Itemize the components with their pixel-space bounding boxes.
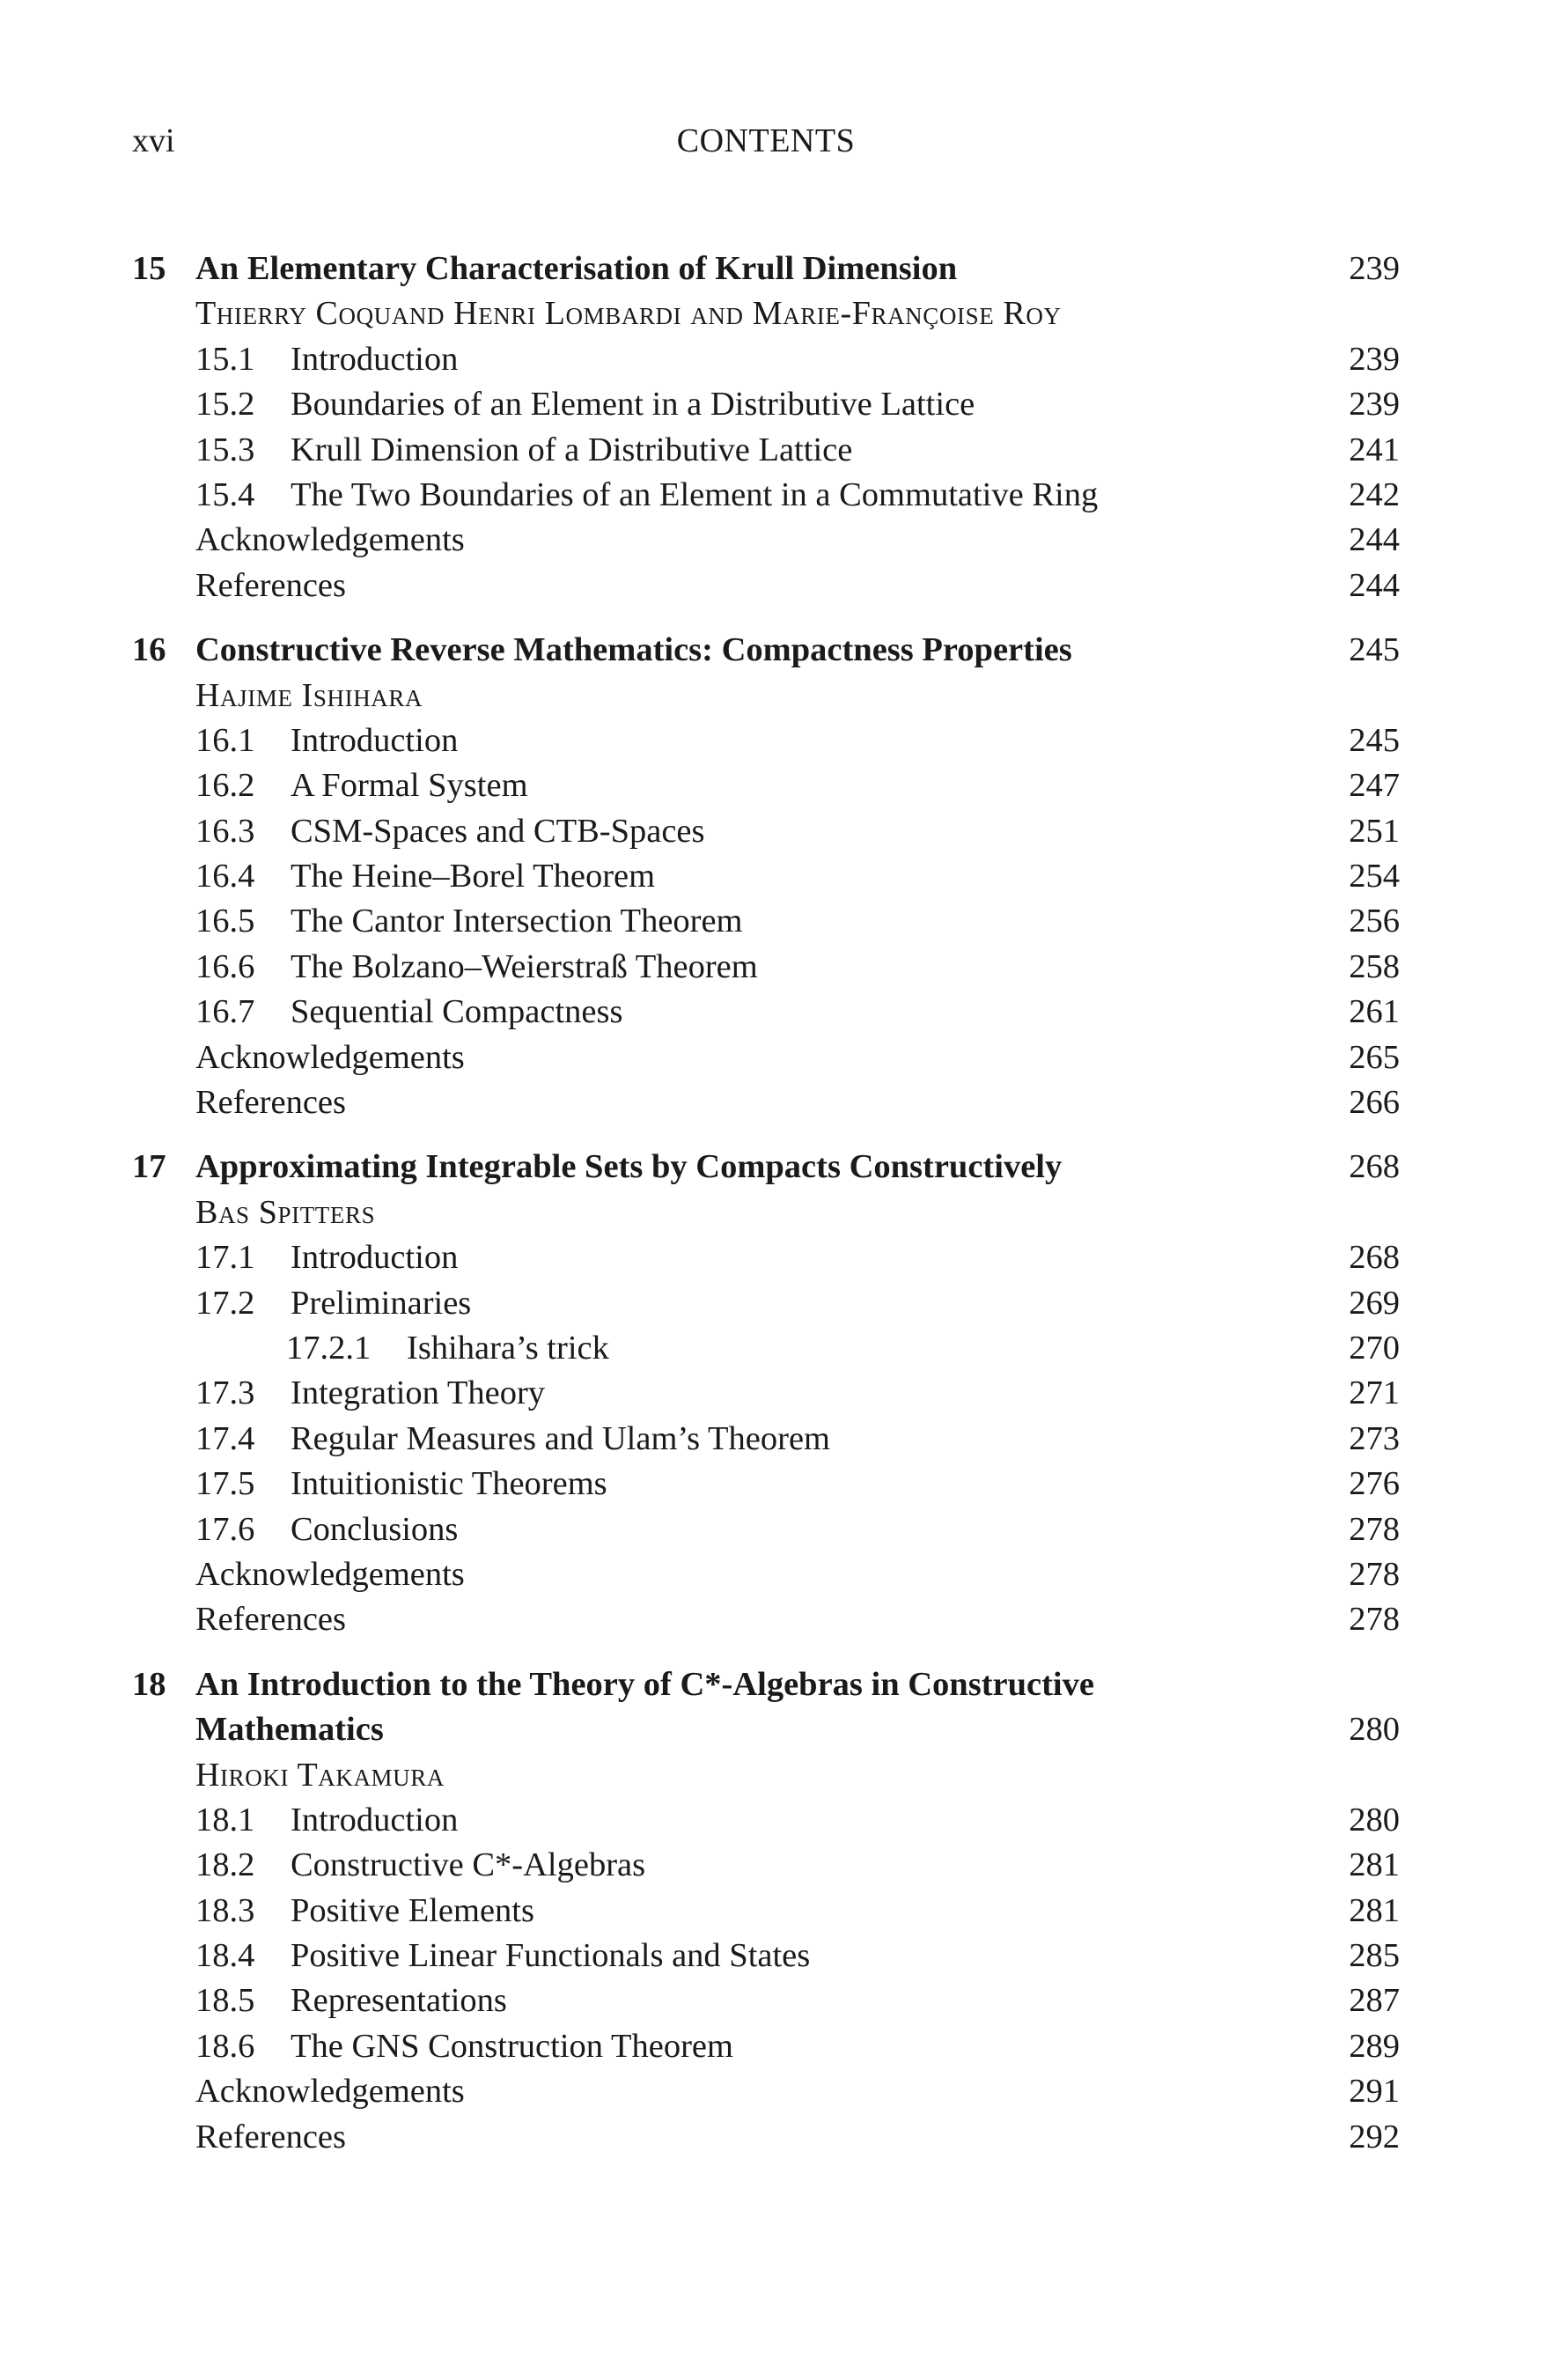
section-page-number: 268: [1349, 1239, 1400, 1277]
toc-section-row[interactable]: [132, 1281, 1400, 1326]
section-page-number: 251: [1349, 812, 1400, 850]
section-number: 15.2: [195, 386, 255, 424]
section-title: The Two Boundaries of an Element in a Commutative Ring: [291, 475, 1099, 513]
acknowledgements-page-number: 265: [1349, 1038, 1400, 1076]
section-number: 16.7: [195, 993, 255, 1031]
toc-references-row[interactable]: [132, 1080, 1400, 1125]
acknowledgements-title: Acknowledgements: [195, 521, 465, 559]
section-title: Introduction: [291, 340, 459, 378]
chapter-title-line-1: An Introduction to the Theory of C*-Algebras in Constructive: [195, 1665, 1094, 1703]
section-title: The Heine–Borel Theorem: [291, 858, 656, 895]
section-page-number: 271: [1349, 1374, 1400, 1412]
section-page-number: 269: [1349, 1284, 1400, 1322]
chapter-title-row[interactable]: [132, 247, 1400, 291]
toc-section-row[interactable]: [132, 990, 1400, 1035]
section-page-number: 247: [1349, 767, 1400, 805]
toc-acknowledgements-row[interactable]: [132, 2069, 1400, 2114]
section-page-number: 241: [1349, 431, 1400, 468]
chapter-page-number: 245: [1349, 631, 1400, 669]
section-title: Regular Measures and Ulam’s Theorem: [291, 1419, 830, 1457]
section-title: The GNS Construction Theorem: [291, 2027, 733, 2065]
toc-section-row[interactable]: [132, 854, 1400, 899]
toc-section-row[interactable]: [132, 1843, 1400, 1888]
section-title: Constructive C*-Algebras: [291, 1846, 646, 1884]
section-page-number: 239: [1349, 386, 1400, 424]
section-title: Introduction: [291, 1801, 459, 1838]
references-title: References: [195, 566, 346, 604]
subsection-title: Ishihara’s trick: [407, 1329, 609, 1367]
section-title: Intuitionistic Theorems: [291, 1465, 607, 1503]
toc-acknowledgements-row[interactable]: [132, 1035, 1400, 1080]
section-title: Representations: [291, 1982, 507, 2020]
section-title: The Bolzano–Weierstraß Theorem: [291, 947, 758, 985]
section-number: 18.2: [195, 1846, 255, 1884]
section-number: 15.1: [195, 340, 255, 378]
section-number: 16.2: [195, 767, 255, 805]
acknowledgements-page-number: 244: [1349, 521, 1400, 559]
section-title: A Formal System: [291, 767, 528, 805]
chapter-title-line-2: Mathematics: [195, 1711, 384, 1749]
chapter-page-number: 268: [1349, 1148, 1400, 1186]
chapter-title: Constructive Reverse Mathematics: Compactness Properties: [195, 631, 1072, 669]
toc-references-row[interactable]: [132, 2115, 1400, 2160]
section-number: 16.4: [195, 858, 255, 895]
references-page-number: 266: [1349, 1084, 1400, 1122]
toc-references-row[interactable]: [132, 1597, 1400, 1642]
toc-section-row[interactable]: [132, 1889, 1400, 1934]
section-number: 18.3: [195, 1891, 255, 1929]
toc-section-row[interactable]: [132, 1417, 1400, 1462]
section-page-number: 261: [1349, 993, 1400, 1031]
toc-section-row[interactable]: [132, 1798, 1400, 1843]
toc-section-row[interactable]: [132, 945, 1400, 990]
toc-section-row[interactable]: [132, 428, 1400, 473]
section-title: Positive Elements: [291, 1891, 534, 1929]
chapter-title: An Elementary Characterisation of Krull Dimension: [195, 250, 958, 287]
section-page-number: 287: [1349, 1982, 1400, 2020]
chapter-authors: Bas Spitters: [195, 1193, 376, 1231]
toc-chapter-16: [132, 628, 1400, 1125]
section-number: 16.1: [195, 721, 255, 759]
toc-references-row[interactable]: [132, 564, 1400, 608]
acknowledgements-title: Acknowledgements: [195, 1038, 465, 1076]
section-number: 16.5: [195, 903, 255, 940]
chapter-authors: Hiroki Takamura: [195, 1756, 445, 1794]
chapter-number: 17: [132, 1148, 166, 1186]
running-head: [132, 122, 1400, 166]
toc-section-row[interactable]: [132, 1978, 1400, 2023]
section-number: 17.6: [195, 1510, 255, 1548]
section-page-number: 289: [1349, 2027, 1400, 2065]
section-number: 17.3: [195, 1374, 255, 1412]
toc-section-row[interactable]: [132, 899, 1400, 944]
acknowledgements-page-number: 278: [1349, 1555, 1400, 1593]
section-page-number: 273: [1349, 1419, 1400, 1457]
section-title: Sequential Compactness: [291, 993, 623, 1031]
toc-subsection-row[interactable]: [132, 1326, 1400, 1371]
references-title: References: [195, 2118, 346, 2155]
toc-section-row[interactable]: [132, 1462, 1400, 1507]
section-number: 18.5: [195, 1982, 255, 2020]
chapter-authors: Hajime Ishihara: [195, 676, 423, 714]
references-page-number: 244: [1349, 566, 1400, 604]
chapter-title-row[interactable]: [132, 628, 1400, 673]
toc-section-row[interactable]: [132, 809, 1400, 854]
chapter-number: 18: [132, 1665, 166, 1703]
toc-section-row[interactable]: [132, 1371, 1400, 1416]
toc-section-row[interactable]: [132, 382, 1400, 427]
section-page-number: 245: [1349, 721, 1400, 759]
section-page-number: 285: [1349, 1937, 1400, 1975]
section-page-number: 254: [1349, 858, 1400, 895]
section-title: Introduction: [291, 1239, 459, 1277]
section-title: Preliminaries: [291, 1284, 472, 1322]
toc-section-row[interactable]: [132, 718, 1400, 763]
section-page-number: 276: [1349, 1465, 1400, 1503]
acknowledgements-title: Acknowledgements: [195, 1555, 465, 1593]
chapter-title-continuation-row[interactable]: [132, 1707, 1400, 1752]
toc-section-row[interactable]: [132, 337, 1400, 382]
section-page-number: 256: [1349, 903, 1400, 940]
references-page-number: 292: [1349, 2118, 1400, 2155]
toc-section-row[interactable]: [132, 2024, 1400, 2069]
section-number: 16.3: [195, 812, 255, 850]
section-number: 15.3: [195, 431, 255, 468]
acknowledgements-title: Acknowledgements: [195, 2073, 465, 2111]
section-number: 17.1: [195, 1239, 255, 1277]
references-page-number: 278: [1349, 1601, 1400, 1639]
toc-section-row[interactable]: [132, 473, 1400, 518]
section-page-number: 281: [1349, 1846, 1400, 1884]
section-title: Conclusions: [291, 1510, 459, 1548]
section-page-number: 278: [1349, 1510, 1400, 1548]
chapter-number: 16: [132, 631, 166, 669]
toc-chapter-15: [132, 247, 1400, 608]
section-number: 15.4: [195, 475, 255, 513]
section-title: Integration Theory: [291, 1374, 546, 1412]
section-page-number: 258: [1349, 947, 1400, 985]
toc-section-row[interactable]: [132, 763, 1400, 808]
toc-chapter-17: [132, 1145, 1400, 1642]
subsection-number: 17.2.1: [286, 1329, 372, 1367]
section-page-number: 281: [1349, 1891, 1400, 1929]
section-number: 18.4: [195, 1937, 255, 1975]
section-title: Boundaries of an Element in a Distributive Lattice: [291, 386, 975, 424]
chapter-title-row[interactable]: [132, 1662, 1400, 1707]
section-title: Introduction: [291, 721, 459, 759]
chapter-title-row[interactable]: [132, 1145, 1400, 1190]
section-page-number: 239: [1349, 340, 1400, 378]
toc-acknowledgements-row[interactable]: [132, 518, 1400, 563]
chapter-authors: Thierry Coquand Henri Lombardi and Marie-Françoise Roy: [195, 295, 1062, 333]
table-of-contents: [132, 247, 1400, 2179]
section-title: Positive Linear Functionals and States: [291, 1937, 811, 1975]
toc-section-row[interactable]: [132, 1507, 1400, 1552]
chapter-number: 15: [132, 250, 166, 287]
chapter-page-number: 280: [1349, 1711, 1400, 1749]
section-title: The Cantor Intersection Theorem: [291, 903, 743, 940]
section-page-number: 280: [1349, 1801, 1400, 1838]
chapter-page-number: 239: [1349, 250, 1400, 287]
toc-chapter-18: [132, 1662, 1400, 2160]
page-folio: xvi: [132, 122, 175, 159]
section-number: 17.5: [195, 1465, 255, 1503]
section-number: 18.6: [195, 2027, 255, 2065]
toc-section-row[interactable]: [132, 1235, 1400, 1280]
section-number: 16.6: [195, 947, 255, 985]
chapter-title: Approximating Integrable Sets by Compacts Constructively: [195, 1148, 1063, 1186]
acknowledgements-page-number: 291: [1349, 2073, 1400, 2111]
references-title: References: [195, 1084, 346, 1122]
section-number: 18.1: [195, 1801, 255, 1838]
section-title: CSM-Spaces and CTB-Spaces: [291, 812, 705, 850]
running-head-title: CONTENTS: [676, 122, 856, 159]
references-title: References: [195, 1601, 346, 1639]
toc-acknowledgements-row[interactable]: [132, 1552, 1400, 1597]
section-number: 17.4: [195, 1419, 255, 1457]
toc-section-row[interactable]: [132, 1934, 1400, 1978]
subsection-page-number: 270: [1349, 1329, 1400, 1367]
section-number: 17.2: [195, 1284, 255, 1322]
section-title: Krull Dimension of a Distributive Lattice: [291, 431, 853, 468]
section-page-number: 242: [1349, 475, 1400, 513]
